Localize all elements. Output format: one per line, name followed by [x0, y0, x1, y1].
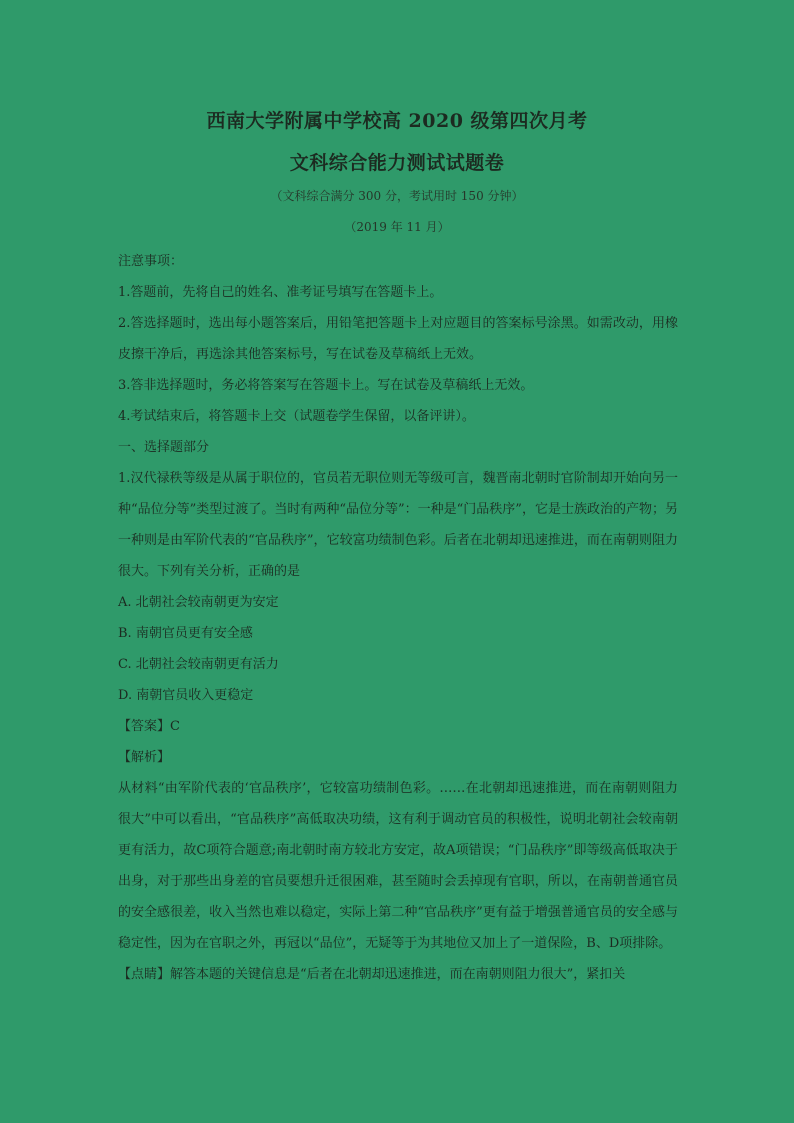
- option-b: B. 南朝官员更有安全感: [118, 626, 253, 641]
- note-item: 4.考试结束后，将答题卡上交（试题卷学生保留，以备评讲）。: [118, 409, 475, 424]
- note-item: 3.答非选择题时，务必将答案写在答题卡上。写在试卷及草稿纸上无效。: [118, 378, 534, 393]
- option-a: A. 北朝社会较南朝更为安定: [118, 595, 279, 610]
- exam-content: [118, 246, 678, 990]
- section-heading: 一、选择题部分: [118, 440, 210, 455]
- option-d: D. 南朝官员收入更稳定: [118, 688, 254, 703]
- analysis-heading: 【解析】: [118, 750, 171, 765]
- analysis-text: 从材料“由军阶代表的‘官品秩序’，它较富功绩制色彩。……在北朝却迅速推进，而在南朝则阻力很大”中可以看出，“官品秩序”高低取决功绩，这有利于调动官员的积极性，说明北朝社会较南朝更有活力，故C项符合题意;南北朝时南方较北方安定，故A项错误；“门品秩序”即等级高低取决于出身，对于那些出身差的官员要想升迁很困难，甚至随时会丢掉现有官职，所以，在南朝普通官员的安全感很差，收入当然也难以稳定，实际上第二种“官品秩序”更有益于增强普通官员的安全感与稳定性，因为在官职之外，再冠以“品位”，无疑等于为其地位又加上了一道保险，B、D项排除。: [118, 781, 678, 951]
- exam-date: （2019 年 11 月）: [344, 220, 450, 234]
- note-item: 1.答题前，先将自己的姓名、准考证号填写在答题卡上。: [118, 285, 443, 300]
- exam-score-time: （文科综合满分 300 分，考试用时 150 分钟）: [270, 189, 524, 203]
- exam-title: 西南大学附属中学校高 2020 级第四次月考: [206, 110, 588, 132]
- comment-line: 【点睛】解答本题的关键信息是“后者在北朝却迅速推进，而在南朝则阻力很大”，紧扣关: [118, 967, 626, 982]
- note-item: 2.答选择题时，选出每小题答案后，用铅笔把答题卡上对应题目的答案标号涂黑。如需改动，用橡皮擦干净后，再选涂其他答案标号，写在试卷及草稿纸上无效。: [118, 316, 678, 362]
- question-stem: 1.汉代禄秩等级是从属于职位的，官员若无职位则无等级可言，魏晋南北朝时官阶制却开始向另一种“品位分等”类型过渡了。当时有两种“品位分等”：一种是“门品秩序”，它是士族政治的产物；另一种则是由军阶代表的“官品秩序”，它较富功绩制色彩。后者在北朝却迅速推进，而在南朝则阻力很大。下列有关分析，正确的是: [118, 471, 678, 579]
- exam-subtitle: 文科综合能力测试试题卷: [289, 152, 505, 174]
- notes-heading: 注意事项：: [118, 254, 184, 269]
- option-c: C. 北朝社会较南朝更有活力: [118, 657, 279, 672]
- answer-line: 【答案】C: [118, 719, 180, 734]
